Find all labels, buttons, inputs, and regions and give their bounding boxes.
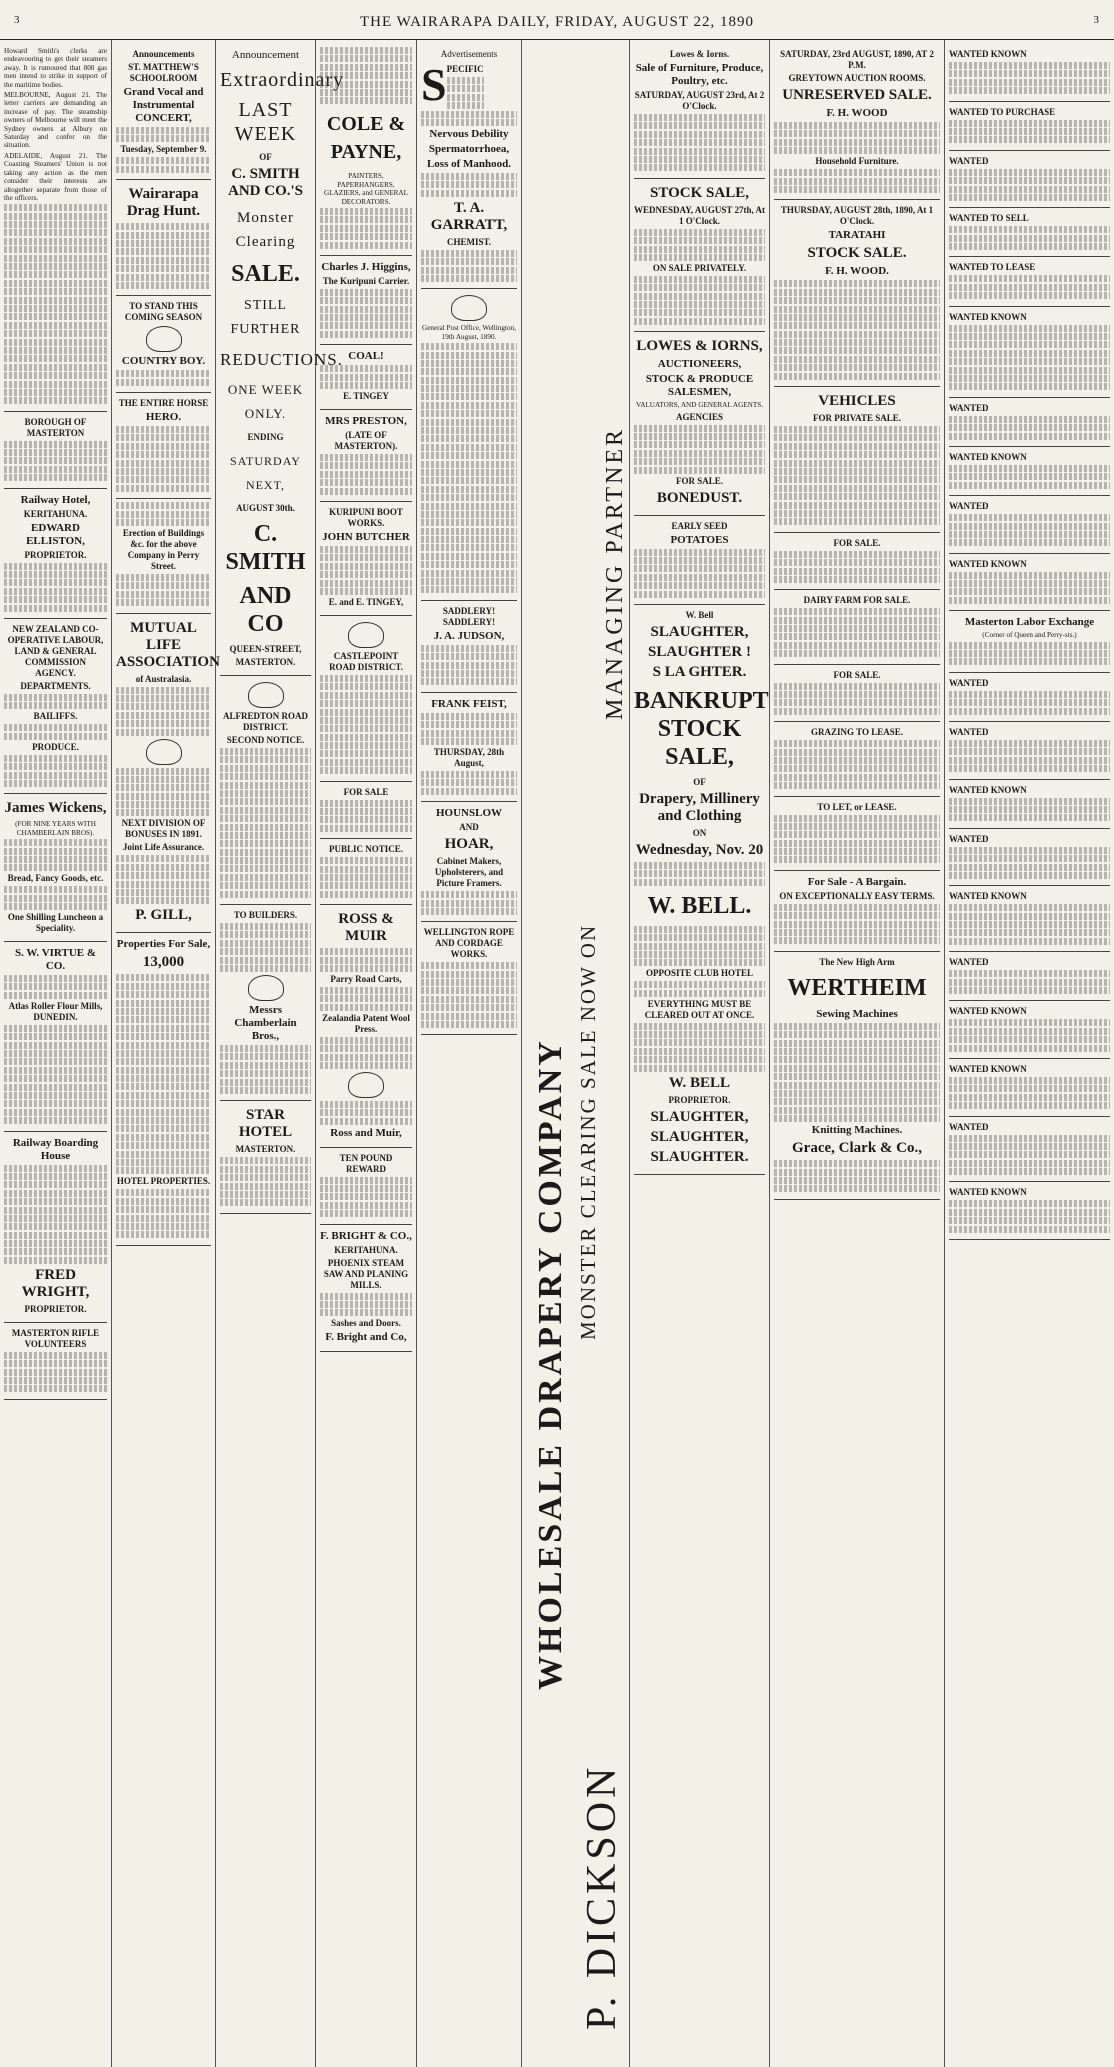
column-6-drapery-ad — [522, 40, 630, 2067]
virtue-name: S. W. VIRTUE & CO. — [14, 947, 97, 973]
wanted-ad-17 — [949, 1001, 1110, 1059]
for-sale-2: FOR SALE. — [833, 669, 881, 680]
masthead — [0, 0, 1114, 40]
hero-title: HERO. — [145, 411, 182, 424]
news-adelaide: ADELAIDE, August 21. The Coasting Steamers' Union is not taking any action as the men consider their interests are altogether separate from those of the officers. — [4, 151, 107, 202]
hotel-name: Railway Hotel, — [20, 493, 91, 506]
wanted-known-8: WANTED KNOWN — [949, 1063, 1027, 1074]
cole-payne: COLE & PAYNE, — [326, 113, 406, 164]
higgins-ad — [320, 256, 412, 345]
wanted-ad-11 — [949, 673, 1110, 722]
to-let: TO LET, or LEASE. — [817, 801, 897, 812]
taratahi-stock-sale: STOCK SALE. — [807, 245, 907, 262]
tenders-ad — [116, 499, 211, 613]
bread-line: Bread, Fancy Goods, etc. — [7, 873, 104, 884]
drapery-millinery: Drapery, Millinery and Clothing — [639, 790, 760, 824]
zealandia-press: Zealandia Patent Wool Press. — [322, 1012, 410, 1034]
coat-of-arms-icon — [451, 295, 487, 321]
hotel-properties: HOTEL PROPERTIES. — [116, 1176, 211, 1187]
slaughter-5: SLAUGHTER, — [650, 1128, 749, 1145]
wanted-sell: WANTED TO SELL — [949, 213, 1029, 224]
for-sale-title: FOR SALE — [343, 786, 389, 797]
column-9 — [945, 40, 1114, 2067]
w-bell-proprietor-name: W. BELL — [668, 1074, 731, 1091]
phoenix-mills: PHOENIX STEAM SAW AND PLANING MILLS. — [323, 1257, 409, 1290]
wanted-3: WANTED — [949, 501, 989, 512]
wanted-4: WANTED — [949, 677, 989, 688]
hotel-proprietor: PROPRIETOR. — [24, 549, 87, 560]
builders-notice — [220, 905, 311, 1101]
hero-ad — [116, 393, 211, 499]
smith-clearing-sale-ad — [220, 44, 345, 676]
taratahi-sale-ad — [774, 200, 940, 387]
specific-word: PECIFIC — [446, 64, 484, 74]
country-boy-ad — [116, 296, 211, 393]
hotel-owner: EDWARD ELLISTON, — [26, 521, 85, 547]
firm-name: C. SMITH AND CO.'S — [227, 166, 303, 199]
vehicles: VEHICLES — [818, 393, 896, 410]
wanted-ad-12 — [949, 722, 1110, 780]
everything-cleared: EVERYTHING MUST BE CLEARED OUT AT ONCE. — [644, 998, 755, 1020]
tenders-buildings: Erection of Buildings &c. for the above Company in Perry Street. — [122, 527, 205, 571]
wanted-ad-5 — [949, 257, 1110, 306]
ross-muir-ad — [320, 905, 412, 1148]
potatoes: POTATOES — [670, 533, 729, 546]
star-town: MASTERTON. — [235, 1144, 296, 1155]
household-furniture: Household Furniture. — [815, 156, 899, 167]
entire-horse: THE ENTIRE HORSE — [118, 398, 209, 409]
saddlery-ad — [421, 601, 517, 693]
horse-illustration-icon — [146, 326, 182, 352]
higgins-name: Charles J. Higgins, — [321, 260, 411, 273]
for-sale-ad — [320, 782, 412, 840]
properties-title: Properties For Sale, — [116, 938, 211, 951]
column-7 — [630, 40, 770, 2067]
labour-exchange — [949, 611, 1110, 673]
of-label: OF — [259, 152, 272, 162]
mutual-life-ad — [116, 614, 220, 934]
thursday-sale: THURSDAY, AUGUST 28th, 1890, At 1 O'Clock. — [780, 205, 934, 227]
wanted-6: WANTED — [949, 833, 989, 844]
masthead-title: THE WAIRARAPA DAILY, FRIDAY, AUGUST 22, 1890 — [359, 14, 755, 30]
announcement-header: Announcement — [231, 49, 300, 61]
august-date: AUGUST 30th. — [236, 503, 295, 513]
wanted-ad-13 — [949, 780, 1110, 829]
coal-ad — [320, 345, 412, 410]
wanted-ad-16 — [949, 952, 1110, 1001]
borough-title: BOROUGH OF MASTERTON — [24, 416, 87, 438]
bonedust-for-sale: FOR SALE. — [675, 475, 723, 486]
lowes-iorns-furniture-sale — [634, 44, 765, 179]
stock-sale: STOCK SALE, — [650, 184, 749, 201]
for-sale-ad-2 — [774, 665, 940, 723]
monster-clearing-sale-now-on: MONSTER CLEARING SALE NOW ON — [576, 923, 600, 1340]
slaughter-3: S LA GHTER. — [652, 663, 747, 680]
preston-late: (LATE OF MASTERTON). — [334, 430, 398, 452]
wanted-known-6: WANTED KNOWN — [949, 891, 1027, 902]
for-sale-bargain: For Sale - A Bargain. — [807, 875, 907, 888]
produce: PRODUCE. — [32, 741, 79, 752]
wanted-ad-4 — [949, 208, 1110, 257]
bonedust: BONEDUST. — [656, 489, 743, 506]
hotel-town: KERITAHUNA. — [23, 508, 88, 519]
next-division: NEXT DIVISION OF BONUSES IN 1891. — [121, 818, 206, 840]
stock-produce-salesmen: STOCK & PRODUCE SALESMEN, — [645, 373, 754, 399]
opposite-club-hotel: OPPOSITE CLUB HOTEL — [645, 968, 754, 979]
hounslow: HOUNSLOW — [435, 807, 502, 820]
column-1 — [0, 40, 112, 2067]
thursday-date: THURSDAY, 28th August, — [433, 746, 505, 768]
stock-date: WEDNESDAY, AUGUST 27th, At 1 O'Clock. — [634, 204, 765, 226]
agencies: AGENCIES — [675, 411, 723, 422]
lowes-header: Lowes & Iorns. — [669, 49, 730, 59]
garratt-role: CHEMIST. — [446, 236, 492, 247]
wanted-ad-19 — [949, 1117, 1110, 1183]
baker-ad — [4, 794, 107, 942]
wanted-known-7: WANTED KNOWN — [949, 1006, 1027, 1017]
greytown-auction-ad — [774, 44, 940, 200]
potatoes-ad — [634, 516, 765, 605]
star-hotel-ad — [220, 1101, 311, 1213]
wanted-8: WANTED — [949, 1121, 989, 1132]
p-dickson: P. DICKSON — [579, 1763, 625, 2030]
wanted-ad-14 — [949, 829, 1110, 887]
cole-payne-ad — [320, 44, 412, 256]
volunteers-notice — [4, 1323, 107, 1400]
for-sale-1: FOR SALE. — [833, 537, 881, 548]
page-number-right: 3 — [1093, 14, 1100, 26]
easy-terms: ON EXCEPTIONALLY EASY TERMS. — [779, 890, 935, 901]
concert-ad — [116, 44, 211, 180]
wanted-ad-10 — [949, 554, 1110, 612]
properties-ad — [116, 933, 211, 1245]
builders-title: TO BUILDERS. — [233, 910, 298, 921]
column-2 — [112, 40, 220, 2067]
specific-initial: S — [421, 59, 447, 110]
mutual-life-title: MUTUAL LIFE ASSOCIATION — [116, 619, 220, 670]
post-office-date: General Post Office, Wellington, 19th August, 1890. — [422, 324, 516, 341]
loss-of-manhood: Loss of Manhood. — [426, 157, 512, 170]
virtue-ad — [4, 942, 107, 1131]
column-8 — [770, 40, 945, 2067]
rope-works-ad — [421, 922, 517, 1035]
baker-name: James Wickens, — [4, 800, 107, 817]
baker-line: (FOR NINE YEARS WITH CHAMBERLAIN BROS). — [15, 820, 96, 837]
sewing-machines: Sewing Machines — [816, 1007, 898, 1020]
last-week: LAST WEEK — [234, 99, 297, 145]
wanted-2: WANTED — [949, 402, 989, 413]
school-name: ST. MATTHEW'S SCHOOLROOM — [128, 62, 199, 83]
dairy-farm: DAIRY FARM FOR SALE. — [803, 595, 911, 606]
wanted-known-1: WANTED KNOWN — [949, 49, 1027, 59]
departments: DEPARTMENTS. — [20, 680, 91, 691]
vehicles-ad — [774, 387, 940, 533]
john-butcher: JOHN BUTCHER — [322, 531, 410, 543]
on-sale-privately: ON SALE PRIVATELY. — [652, 262, 747, 273]
coat-of-arms-icon — [348, 622, 384, 648]
sale-saturday: SATURDAY, AUGUST 23rd, At 2 O'Clock. — [634, 90, 765, 111]
second-notice: SECOND NOTICE. — [226, 735, 305, 745]
wanted-known-5: WANTED KNOWN — [949, 784, 1027, 795]
alfredton-notice — [220, 676, 311, 905]
coat-of-arms-icon — [248, 682, 284, 708]
luncheon-line: One Shilling Luncheon a Speciality. — [7, 912, 104, 934]
wanted-purchase: WANTED TO PURCHASE — [949, 106, 1056, 117]
wanted-known-3: WANTED KNOWN — [949, 451, 1027, 462]
and-co: AND CO — [239, 583, 292, 637]
castlepoint-notice — [320, 616, 412, 782]
ross-muir-2: Ross and Muir, — [330, 1126, 402, 1139]
sale-furniture: Sale of Furniture, Produce, Poultry, etc. — [635, 62, 764, 87]
wanted-ad-8 — [949, 447, 1110, 496]
saturday-next: SATURDAY NEXT, — [230, 454, 301, 492]
illustration-icon — [248, 975, 284, 1001]
wanted-1: WANTED — [949, 155, 989, 166]
railway-hotel-ad — [4, 489, 107, 619]
fred-proprietor: PROPRIETOR. — [24, 1303, 87, 1314]
slaughter-1: SLAUGHTER, — [650, 623, 749, 640]
column-4 — [316, 40, 417, 2067]
grace-clark: Grace, Clark & Co., — [792, 1140, 922, 1157]
boot-works-ad — [320, 502, 412, 616]
and-word: AND — [459, 822, 479, 833]
stock-sale-ad — [634, 179, 765, 333]
painters-line: PAINTERS, PAPERHANGERS, GLAZIERS, and GENERAL DECORATORS. — [323, 172, 409, 206]
unreserved-sale: UNRESERVED SALE. — [782, 87, 932, 103]
news-melbourne: MELBOURNE, August 21. The letter carriers are demanding an increase of pay. The steamship owners of Melbourne will meet the Sydney owners at Albury on Saturday and confer on the situation. — [4, 91, 107, 150]
cabinet-makers: Cabinet Makers, Upholsterers, and Picture Framers. — [434, 856, 504, 889]
w-bell-proprietor: PROPRIETOR. — [668, 1094, 731, 1105]
agency-title: NEW ZEALAND CO-OPERATIVE LABOUR, LAND & GENERAL COMMISSION AGENCY. — [7, 623, 104, 678]
wool-press-illustration-icon — [348, 1072, 384, 1098]
dairy-farm-ad — [774, 590, 940, 664]
fh-wood-2: F. H. WOOD. — [825, 265, 889, 278]
wertheim: WERTHEIM — [787, 974, 927, 1001]
wanted-ad-7 — [949, 398, 1110, 447]
tingey-name: E. TINGEY — [343, 391, 389, 402]
masterton: MASTERTON. — [235, 657, 296, 667]
parry-road-carts: Parry Road Carts, — [330, 973, 402, 984]
higgins-carrier: The Kuripuni Carrier. — [322, 275, 410, 286]
wanted-ad-15 — [949, 886, 1110, 952]
queen-street: QUEEN-STREET, — [229, 644, 302, 654]
fred-wright: FRED WRIGHT, — [21, 1266, 90, 1300]
news-telegrams — [4, 44, 107, 412]
ten-pound-reward: TEN POUND REWARD — [339, 1152, 393, 1174]
saddlery-title: SADDLERY! SADDLERY! — [442, 605, 496, 627]
saturday-sale: SATURDAY, 23rd AUGUST, 1890, AT 2 P.M. — [780, 49, 934, 70]
boarding-house-title: Railway Boarding House — [12, 1136, 99, 1162]
one-week-only: ONE WEEK ONLY. — [227, 382, 304, 421]
specific-ad — [421, 44, 517, 289]
ross-muir: ROSS & MUIR — [338, 911, 394, 945]
bankrupt-stock-sale: BANKRUPT STOCK SALE, — [634, 687, 769, 770]
on-label: ON — [692, 827, 707, 838]
private-sale: FOR PRIVATE SALE. — [813, 413, 901, 424]
joint-life: Joint Life Assurance. — [122, 842, 205, 853]
public-notice — [320, 839, 412, 905]
kuripuni-boot: KURIPUNI BOOT WORKS. — [329, 507, 403, 528]
sashes-doors: Sashes and Doors. — [331, 1318, 401, 1329]
reductions: REDUCTIONS. — [220, 350, 343, 369]
boarding-house-ad — [4, 1132, 107, 1323]
wanted-lease: WANTED TO LEASE — [949, 262, 1036, 273]
advertisements-header: Advertisements — [440, 49, 498, 59]
preston-ad — [320, 410, 412, 502]
frank-feist: FRANK FEIST, — [431, 697, 507, 710]
wanted-ad-2 — [949, 102, 1110, 151]
post-office-notice — [421, 289, 517, 601]
mrs-preston: MRS PRESTON, — [325, 415, 407, 428]
wednesday-date: Wednesday, Nov. 20 — [635, 841, 764, 858]
of-australasia: of Australasia. — [135, 673, 192, 684]
wanted-ad-9 — [949, 496, 1110, 554]
e-tingey: E. and E. TINGEY, — [328, 596, 404, 607]
drag-hunt-ad — [116, 180, 211, 296]
country-boy: COUNTRY BOY. — [121, 355, 206, 368]
of-label: OF — [693, 776, 706, 787]
garratt-name: T. A. GARRATT, — [430, 199, 508, 233]
early-seed: EARLY SEED — [671, 520, 728, 531]
drag-hunt-title: Wairarapa Drag Hunt. — [126, 186, 201, 220]
fh-wood: F. H. WOOD — [826, 107, 888, 119]
labour-exchange-title: Masterton Labor Exchange — [964, 616, 1095, 629]
slaughter-4: SLAUGHTER, — [650, 1108, 749, 1125]
still-further: STILL FURTHER — [230, 298, 301, 337]
w-bell-header: W. Bell — [685, 609, 714, 620]
chamberlain-bros: Messrs Chamberlain Bros., — [234, 1003, 297, 1042]
wanted-known-2: WANTED KNOWN — [949, 311, 1027, 322]
borough-notice — [4, 412, 107, 489]
reward-notice — [320, 1148, 412, 1225]
sale-word: SALE. — [231, 261, 300, 287]
valuators: VALUATORS, AND GENERAL AGENTS. — [635, 401, 764, 410]
public-notice-title: PUBLIC NOTICE. — [328, 844, 403, 855]
alfredton-title: ALFREDTON ROAD DISTRICT. — [222, 711, 309, 732]
judson-name: J. A. JUDSON, — [433, 629, 505, 642]
c-smith: C. SMITH — [225, 521, 306, 575]
auctioneers: AUCTIONEERS, — [657, 358, 742, 371]
bright-name-2: F. Bright and Co, — [325, 1331, 407, 1344]
wanted-known-9: WANTED KNOWN — [949, 1187, 1027, 1198]
to-let-ad — [774, 797, 940, 871]
column-5 — [417, 40, 522, 2067]
rope-works: WELLINGTON ROPE AND CORDAGE WORKS. — [423, 927, 515, 960]
monster-clearing: Monster Clearing — [235, 210, 296, 250]
knitting-machines: Knitting Machines. — [811, 1124, 903, 1137]
announcements-header: Announcements — [132, 49, 195, 59]
wanted-known-4: WANTED KNOWN — [949, 558, 1027, 569]
wertheim-ad — [774, 952, 940, 1200]
wanted-ad-1 — [949, 44, 1110, 102]
wanted-7: WANTED — [949, 957, 989, 968]
coal-title: COAL! — [348, 350, 384, 363]
column-3 — [216, 40, 345, 2067]
wanted-ad-3 — [949, 151, 1110, 209]
wanted-ad-18 — [949, 1059, 1110, 1117]
greytown-rooms: GREYTOWN AUCTION ROOMS. — [788, 73, 926, 83]
volunteers-title: MASTERTON RIFLE VOLUNTEERS — [11, 1327, 100, 1349]
bright-ad — [320, 1225, 412, 1353]
wanted-ad-6 — [949, 307, 1110, 398]
grazing-to-lease: GRAZING TO LEASE. — [811, 727, 903, 738]
roller-flour: Atlas Roller Flour Mills, DUNEDIN. — [8, 1000, 103, 1022]
wanted-ad-20 — [949, 1182, 1110, 1240]
w-bell: W. BELL. — [647, 892, 752, 919]
taratahi: TARATAHI — [828, 229, 886, 242]
lowes-iorns-auctioneers — [634, 332, 765, 515]
nervous-debility: Nervous Debility — [429, 127, 509, 140]
hoar: HOAR, — [444, 836, 494, 853]
agency-ad — [4, 619, 107, 794]
acres-count: 13,000 — [142, 954, 185, 971]
wanted-5: WANTED — [949, 726, 989, 737]
spermatorrhoea: Spermatorrhoea, — [428, 142, 510, 155]
extraordinary: Extraordinary — [220, 69, 345, 91]
season-stand: TO STAND THIS COMING SEASON — [124, 301, 203, 323]
concert-date: Tuesday, September 9. — [120, 144, 207, 155]
agent-name: P. GILL, — [135, 907, 192, 924]
bell-bankrupt-ad — [634, 605, 769, 1175]
wholesale-drapery-company: WHOLESALE DRAPERY COMPANY — [532, 1038, 569, 1690]
feist-ad — [421, 693, 517, 802]
labour-exchange-sub: (Corner of Queen and Perry-sts.) — [982, 631, 1077, 640]
bright-name: F. BRIGHT & CO., — [320, 1229, 412, 1242]
for-sale-ad-1 — [774, 533, 940, 591]
wertheim-header: The New High Arm — [819, 956, 895, 967]
slaughter-2: SLAUGHTER ! — [648, 643, 751, 660]
castlepoint-title: CASTLEPOINT ROAD DISTRICT. — [329, 650, 403, 672]
star-hotel: STAR HOTEL — [238, 1107, 293, 1141]
news-lead: Howard Smith's clerks are endeavouring to get their steamers away. It is rumoured that 800 gas men intend to strike in support of the maritime bodies. — [4, 47, 107, 89]
coat-of-arms-icon — [146, 739, 182, 765]
grazing-lease-ad — [774, 722, 940, 796]
hounslow-ad — [421, 802, 517, 922]
bright-town: KERITAHUNA. — [334, 1244, 398, 1255]
page-number-left: 3 — [14, 14, 21, 26]
managing-partner: MANAGING PARTNER — [602, 426, 628, 720]
bargain-ad — [774, 871, 940, 952]
bailiffs: BAILIFFS. — [33, 711, 78, 722]
ending: ENDING — [247, 432, 284, 442]
slaughter-6: SLAUGHTER. — [650, 1148, 749, 1165]
lowes-iorns: LOWES & IORNS, — [636, 338, 763, 355]
concert-title: Grand Vocal and Instrumental CONCERT, — [123, 86, 204, 124]
